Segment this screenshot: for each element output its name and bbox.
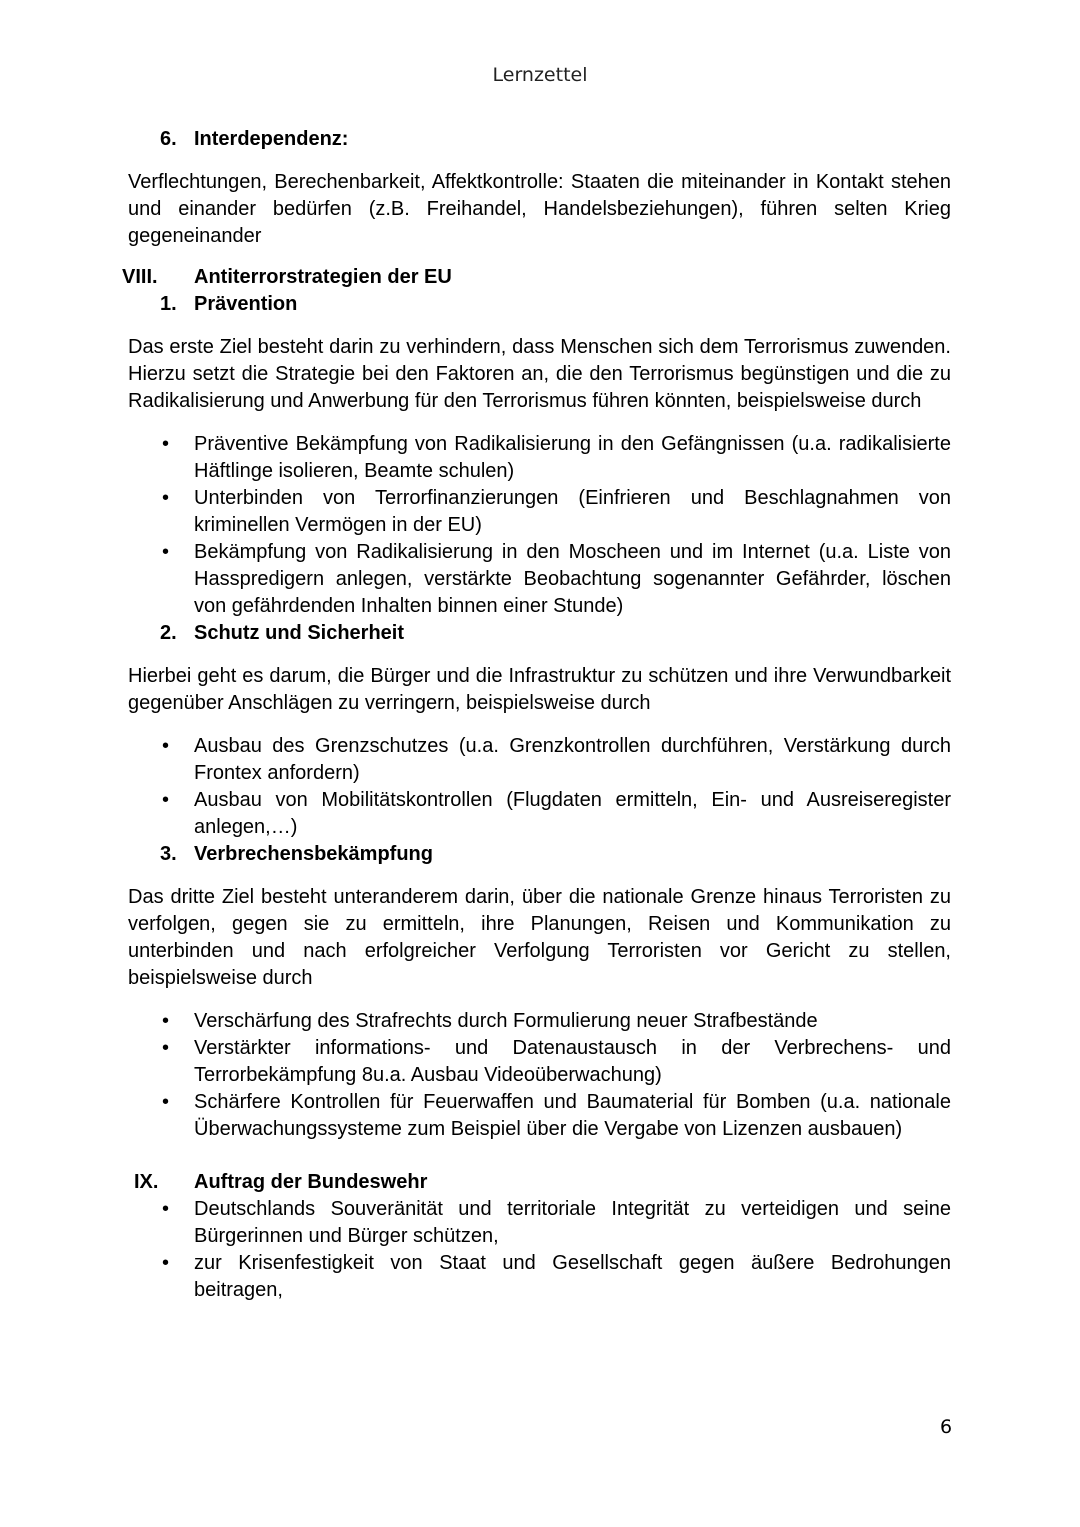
heading-title: Auftrag der Bundeswehr [194,1171,428,1193]
heading-roman-number: VIII. [122,266,158,288]
document-body [122,126,951,1304]
list-item: • zur Krisenfestigkeit von Staat und Gesellschaft gegen äußere Bedrohungen beitragen, [162,1252,951,1301]
heading-number: 3. [160,843,177,865]
heading-roman-number: IX. [134,1171,159,1193]
bullet-list-schutz [128,733,951,841]
bullet-list-praevention [128,431,951,620]
heading-schutz [128,620,951,647]
heading-number: 2. [160,622,177,644]
heading-praevention [128,291,951,318]
heading-title: Interdependenz: [194,128,349,150]
paragraph-praevention: Das erste Ziel besteht darin zu verhindern, dass Menschen sich dem Terrorismus zuwenden. Hierzu setzt die Strategie bei den Faktoren an, die den Terrorismus begünstigen und die zu Radikalisierung und Anwerbung für den Terrorismus führen könnten, beispielsweise durch [128,336,951,412]
bullet-icon: • [162,1252,170,1274]
list-item: • Schärfere Kontrollen für Feuerwaffen und Baumaterial für Bomben (u.a. nationale Überwachungssysteme zum Beispiel über die Vergabe von Lizenzen ausbauen) [162,1091,951,1140]
bullet-list-verbrechensbekaempfung [128,1008,951,1143]
list-item: • Verschärfung des Strafrechts durch Formulierung neuer Strafbestände [128,1008,951,1035]
bullet-icon: • [162,433,170,455]
heading-viii [122,264,951,291]
heading-title: Prävention [194,293,298,315]
bullet-icon: • [162,487,170,509]
heading-title: Schutz und Sicherheit [194,622,405,644]
bullet-list-bundeswehr [128,1196,951,1304]
list-item: • Unterbinden von Terrorfinanzierungen (Einfrieren und Beschlagnahmen von kriminellen Vermögen in der EU) [162,487,951,536]
list-item: • Ausbau des Grenzschutzes (u.a. Grenzkontrollen durchführen, Verstärkung durch Frontex anfordern) [162,735,951,784]
paragraph-verbrechensbekaempfung: Das dritte Ziel besteht unteranderem darin, über die nationale Grenze hinaus Terroristen zu verfolgen, gegen sie zu ermitteln, ihre Planungen, Reisen und Kommunikation zu unterbinden und nach erfolgreicher Verfolgung Terroristen vor Gericht zu stellen, beispielsweise durch [128,886,951,989]
list-item: • Bekämpfung von Radikalisierung in den Moscheen und im Internet (u.a. Liste von Hasspredigern anlegen, verstärkte Beobachtung sogenannter Gefährder, löschen von gefährdenden Inhalten binnen einer Stunde) [162,541,951,617]
page-header: Lernzettel [492,64,588,86]
heading-ix [128,1169,951,1196]
heading-verbrechensbekaempfung [128,841,951,868]
bullet-icon: • [162,1091,170,1113]
bullet-icon: • [162,541,170,563]
list-item: • Präventive Bekämpfung von Radikalisierung in den Gefängnissen (u.a. radikalisierte Häftlinge isolieren, Beamte schulen) [162,433,951,482]
bullet-icon: • [162,1010,170,1032]
list-item: • Ausbau von Mobilitätskontrollen (Flugdaten ermitteln, Ein- und Ausreiseregister anlegen,…) [162,789,951,838]
bullet-icon: • [162,1198,170,1220]
paragraph-interdependenz: Verflechtungen, Berechenbarkeit, Affektkontrolle: Staaten die miteinander in Kontakt stehen und einander bedürfen (z.B. Freihandel, Handelsbeziehungen), führen selten Krieg gegeneinander [128,171,951,247]
list-item: • Verstärkter informations- und Datenaustausch in der Verbrechens- und Terrorbekämpfung 8u.a. Ausbau Videoüberwachung) [162,1037,951,1086]
heading-title: Verbrechensbekämpfung [194,843,433,865]
page-number: 6 [940,1416,953,1438]
bullet-icon: • [162,735,170,757]
bullet-icon: • [162,1037,170,1059]
heading-interdependenz [128,126,951,153]
heading-number: 6. [160,128,177,150]
heading-number: 1. [160,293,177,315]
list-item: • Deutschlands Souveränität und territoriale Integrität zu verteidigen und seine Bürgerinnen und Bürger schützen, [162,1198,951,1247]
bullet-icon: • [162,789,170,811]
heading-title: Antiterrorstrategien der EU [194,266,452,288]
paragraph-schutz: Hierbei geht es darum, die Bürger und die Infrastruktur zu schützen und ihre Verwundbarkeit gegenüber Anschlägen zu verringern, beispielsweise durch [128,665,951,714]
